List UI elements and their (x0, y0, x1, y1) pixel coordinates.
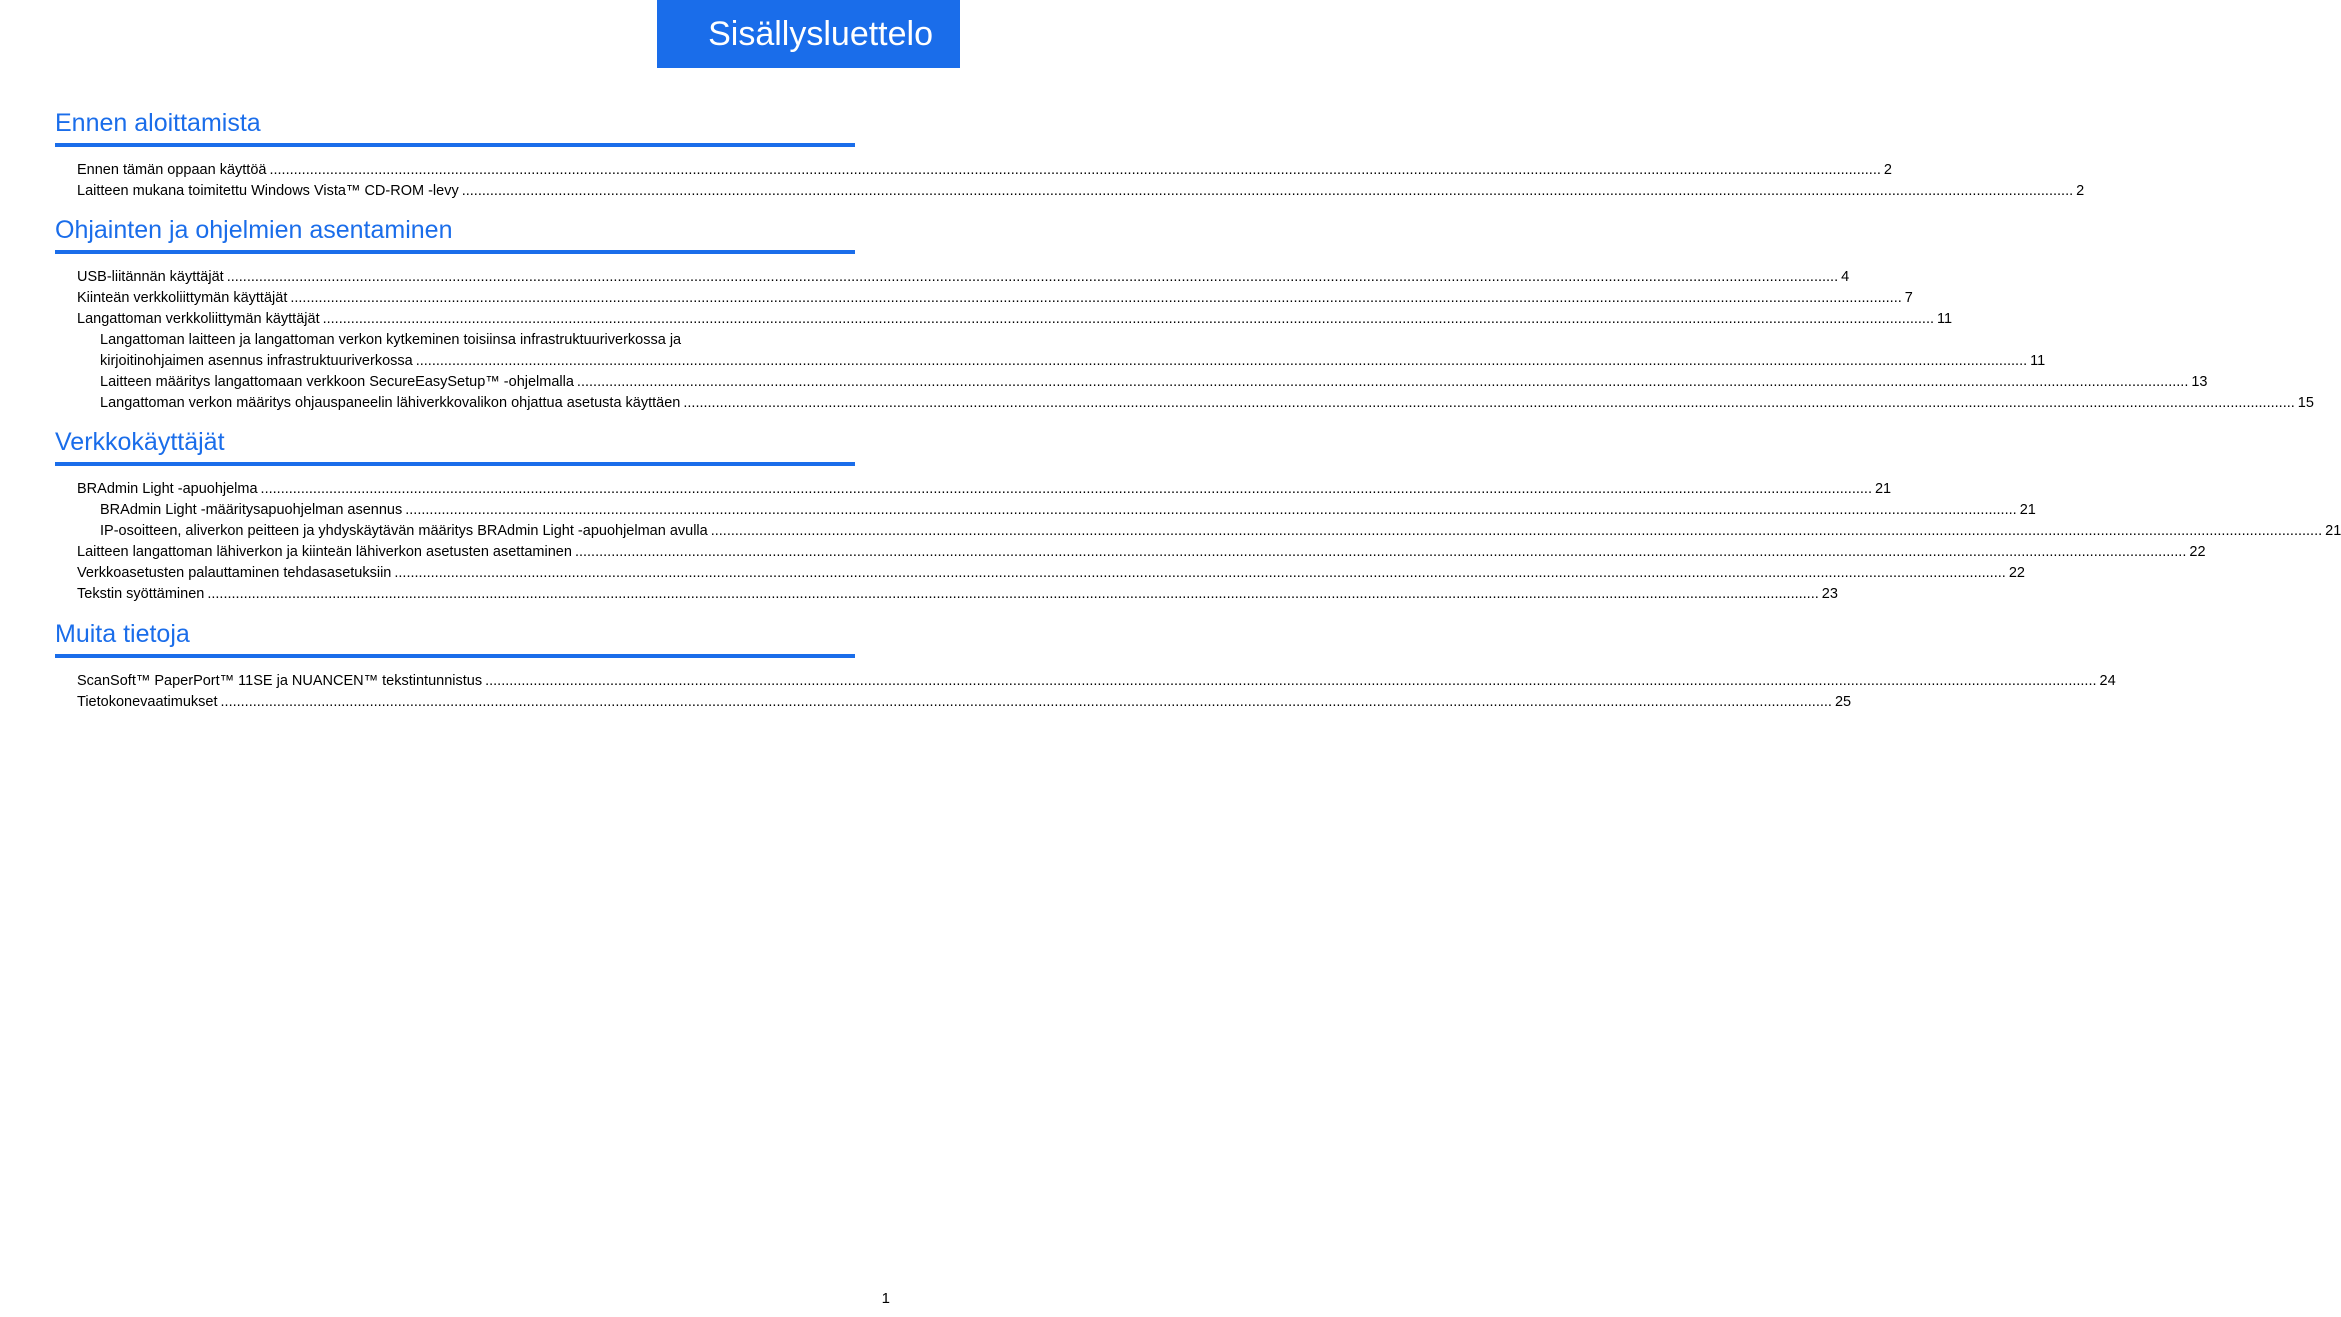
toc-entry-label: BRAdmin Light -apuohjelma (77, 481, 258, 497)
leader-dots: ................................................................................................................................................................................................................................................................................................................................................................................................................ (461, 183, 2074, 199)
toc-entry-label: Verkkoasetusten palauttaminen tehdasasetuksiin (77, 565, 392, 581)
toc-entry[interactable] (55, 160, 1892, 181)
toc-entry[interactable] (55, 542, 2206, 563)
leader-dots: ................................................................................................................................................................................................................................................................................................................................................................................................................ (220, 694, 1832, 710)
leader-dots: ................................................................................................................................................................................................................................................................................................................................................................................................................ (683, 395, 2295, 411)
toc-entry-label: Laitteen määritys langattomaan verkkoon SecureEasySetup™ -ohjelmalla (100, 374, 574, 390)
toc-entry[interactable] (55, 563, 2025, 584)
toc-entry[interactable] (55, 479, 1892, 500)
toc-entry-page: 24 (2099, 673, 2116, 689)
section-heading: Verkkokäyttäjät (55, 427, 855, 466)
toc-entry-page: 21 (2019, 502, 2036, 518)
toc-entries (55, 479, 2341, 605)
page-title: Sisällysluettelo (708, 15, 933, 53)
section-muita-tietoja (55, 619, 2116, 713)
leader-dots: ................................................................................................................................................................................................................................................................................................................................................................................................................ (415, 353, 2028, 369)
section-verkkokayttajat (55, 427, 2341, 605)
page-number: 1 (881, 1290, 890, 1307)
toc-entry-label: BRAdmin Light -määritysapuohjelman asennus (100, 502, 403, 518)
leader-dots: ................................................................................................................................................................................................................................................................................................................................................................................................................ (710, 523, 2323, 539)
toc-entries (55, 267, 2314, 414)
toc-entry-label: USB-liitännän käyttäjät (77, 269, 224, 285)
toc-entry[interactable] (55, 584, 1838, 605)
toc-entry-page: 7 (1904, 290, 1913, 306)
toc-entry[interactable] (55, 671, 2116, 692)
toc-entries (55, 671, 2116, 713)
toc-entry-page: 21 (1874, 481, 1892, 497)
toc-entry-label: IP-osoitteen, aliverkon peitteen ja yhdyskäytävän määritys BRAdmin Light -apuohjelman avulla (100, 523, 708, 539)
leader-dots: ................................................................................................................................................................................................................................................................................................................................................................................................................ (207, 586, 1819, 602)
leader-dots: ................................................................................................................................................................................................................................................................................................................................................................................................................ (394, 565, 2006, 581)
title-banner (657, 0, 960, 68)
toc-entry-label: Langattoman verkkoliittymän käyttäjät (77, 311, 320, 327)
toc-entry-page: 22 (2008, 565, 2025, 581)
toc-entry-page: 11 (2030, 353, 2046, 369)
toc-entry-label: Laitteen langattoman lähiverkon ja kiinteän lähiverkon asetusten asettaminen (77, 544, 572, 560)
toc-entry-label: Tekstin syöttäminen (77, 586, 205, 602)
toc-entry[interactable] (55, 521, 2341, 542)
toc-entry-page: 23 (1821, 586, 1838, 602)
leader-dots: ................................................................................................................................................................................................................................................................................................................................................................................................................ (290, 290, 1902, 306)
toc-entry-page: 21 (2325, 523, 2341, 539)
toc-entry[interactable] (55, 309, 1953, 330)
leader-dots: ................................................................................................................................................................................................................................................................................................................................................................................................................ (576, 374, 2189, 390)
toc-entry-label: Laitteen mukana toimitettu Windows Vista™ CD-ROM -levy (77, 183, 459, 199)
toc-entry-label-continued: kirjoitinohjaimen asennus infrastruktuuriverkossa (100, 353, 413, 369)
toc-entry-page: 25 (1834, 694, 1852, 710)
leader-dots: ................................................................................................................................................................................................................................................................................................................................................................................................................ (269, 162, 1881, 178)
toc-entry[interactable] (55, 181, 2085, 202)
section-ohjainten-asentaminen (55, 215, 2314, 414)
toc-entry-label: Kiinteän verkkoliittymän käyttäjät (77, 290, 288, 306)
leader-dots: ................................................................................................................................................................................................................................................................................................................................................................................................................ (226, 269, 1839, 285)
toc-entry-label: Ennen tämän oppaan käyttöä (77, 162, 267, 178)
toc-entry[interactable] (55, 692, 1852, 713)
section-heading: Ennen aloittamista (55, 108, 855, 147)
toc-entry[interactable] (55, 393, 2314, 414)
toc-entry-page: 11 (1937, 311, 1953, 327)
toc-entry-label: Langattoman laitteen ja langattoman verkon kytkeminen toisiinsa infrastruktuuriverkossa ja (100, 332, 682, 348)
toc-entry-page: 2 (2076, 183, 2085, 199)
leader-dots: ................................................................................................................................................................................................................................................................................................................................................................................................................ (405, 502, 2017, 518)
toc-entry-page: 22 (2189, 544, 2206, 560)
toc-entry-page: 13 (2191, 374, 2208, 390)
section-heading: Ohjainten ja ohjelmien asentaminen (55, 215, 855, 254)
toc-entry[interactable] (55, 288, 1913, 309)
leader-dots: ................................................................................................................................................................................................................................................................................................................................................................................................................ (574, 544, 2187, 560)
leader-dots: ................................................................................................................................................................................................................................................................................................................................................................................................................ (260, 481, 1872, 497)
toc-entry[interactable] (55, 500, 2036, 521)
toc-entry[interactable] (55, 372, 2208, 393)
toc-entry-label: ScanSoft™ PaperPort™ 11SE ja NUANCEN™ tekstintunnistus (77, 673, 483, 689)
toc-entry-page: 4 (1841, 269, 1850, 285)
toc-entry-page: 2 (1883, 162, 1892, 178)
toc-entry-page: 15 (2297, 395, 2314, 411)
toc-entry-label: Langattoman verkon määritys ohjauspaneelin lähiverkkovalikon ohjattua asetusta käyttäen (100, 395, 681, 411)
toc-entries (55, 160, 2085, 202)
toc-entry[interactable] (55, 267, 1850, 288)
section-ennen-aloittamista (55, 108, 2085, 202)
section-heading: Muita tietoja (55, 619, 855, 658)
toc-entry-label: Tietokonevaatimukset (77, 694, 218, 710)
toc-entry[interactable] (55, 330, 2046, 372)
leader-dots: ................................................................................................................................................................................................................................................................................................................................................................................................................ (322, 311, 1935, 327)
leader-dots: ................................................................................................................................................................................................................................................................................................................................................................................................................ (485, 673, 2097, 689)
